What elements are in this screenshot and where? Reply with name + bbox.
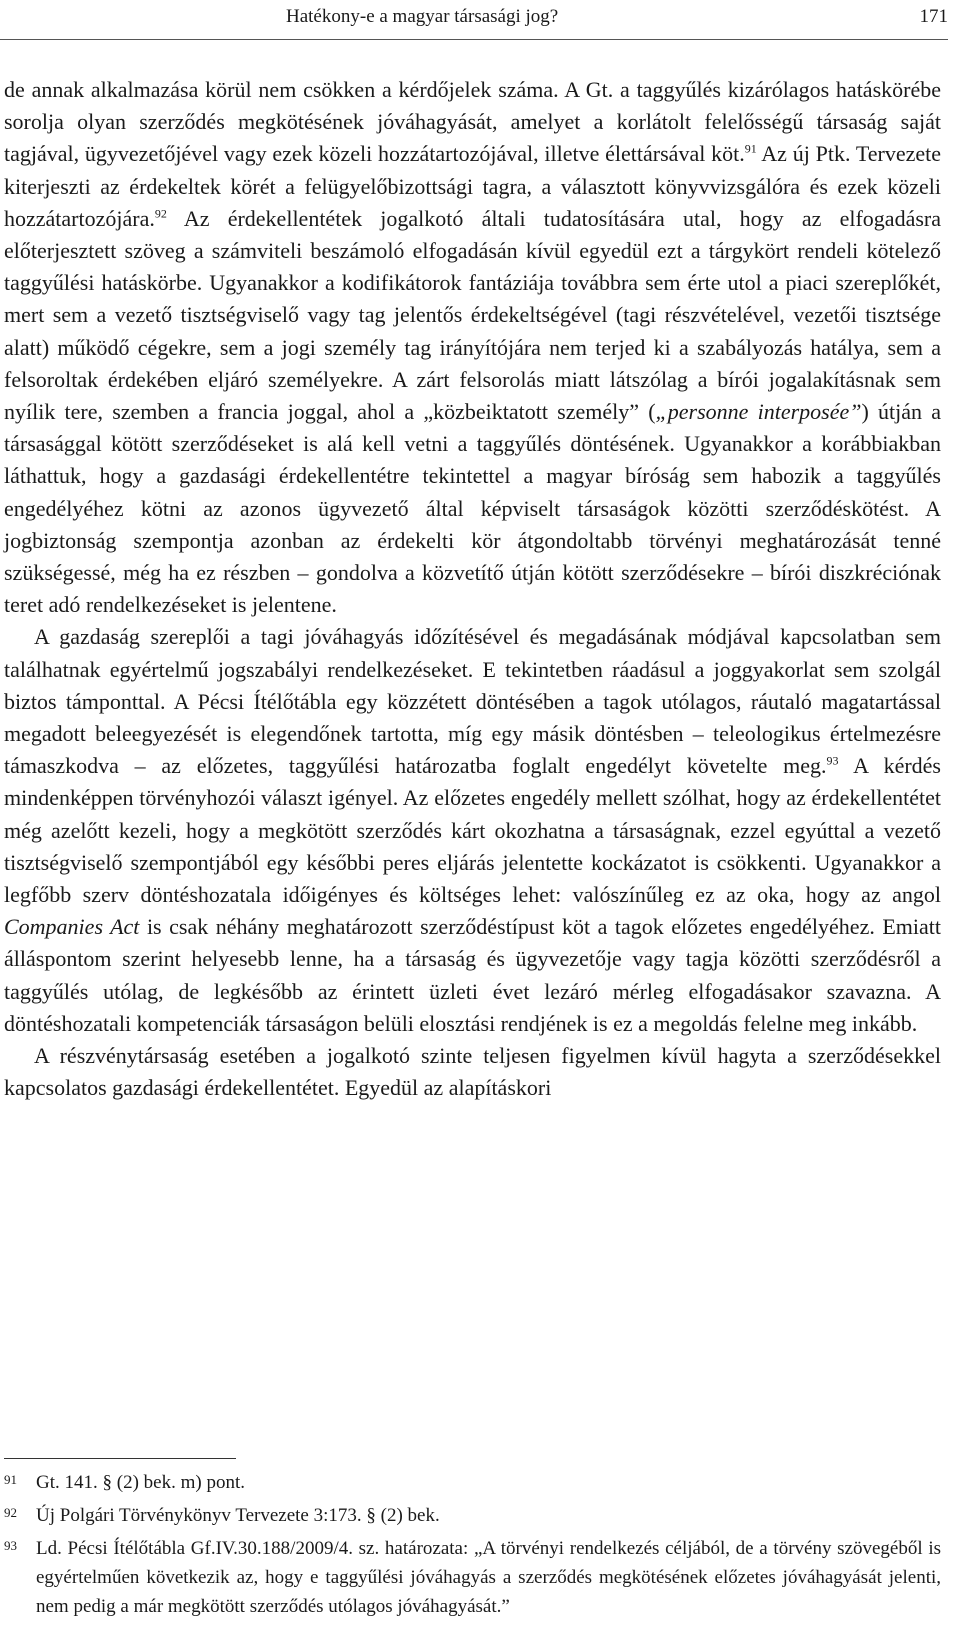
footnote-divider — [4, 1458, 236, 1459]
footnote-number: 93 — [4, 1538, 17, 1553]
text-span: Az érdekellentétek jogalkotó általi tudatosítására utal, hogy az elfogadásra előterjesztett szöveg a számviteli beszámoló elfogadásán kívül egyedül ezt a tárgykört rendeli kötelező taggyűlési hatáskörbe. Ugyanakkor a kodifikátorok fantáziája továbbra sem érte utol a piaci szereplőkét, mert sem a vezető tisztségviselő vagy tag jelentős érdekeltségével (tagi részvételével, vezetői tisztsége alatt) működő cégekre, sem a jogi személy tag irányítójára nem terjed ki a szabályozás hatálya, sem a felsoroltak érdekében eljáró személyekre. A zárt felsorolás miatt látszólag a bírói jogalakításnak sem nyílik tere, szemben a francia joggal, ahol a „közbeiktatott személy” ( — [4, 205, 941, 425]
running-title: Hatékony-e a magyar társasági jog? — [286, 6, 559, 27]
text-span: A kérdés mindenképpen törvényhozói választ igényel. Az előzetes engedély mellett szólhat, hogy az érdekellentétet még azelőtt kezeli, hogy a megkötött szerződés kárt okozhatna a társaságnak, ezzel egyúttal a vezető tisztségviselő szempontjából egy későbbi peres eljárás jelentette kockázatot is csökkenti. Ugyanakkor a legfőbb szerv döntéshozatala időigényes és költséges lehet: valószínűleg ez az oka, hogy az angol — [4, 753, 941, 908]
paragraph-1 — [4, 74, 941, 621]
italic-term: „personne interposée” — [655, 399, 862, 425]
header-divider — [0, 39, 948, 40]
text-span: de annak alkalmazása körül nem csökken a kérdőjelek száma. A Gt. a taggyűlés kizárólagos hatáskörébe sorolja olyan szerződés megkötésének jóváhagyását, amelyet a korlátolt felelősségű társaság saját tagjával, ügyvezetőjével vagy ezek közeli hozzátartozójával, illetve élettársával köt. — [4, 77, 941, 167]
text-span: ) útján a társasággal kötött szerződéseket is alá kell vetni a taggyűlés döntésének. Ugyanakkor a korábbiakban láthattuk, hogy a gazdasági érdekellentétre tekintettel a magyar bíróság sem habozik a taggyűlés engedélyéhez kötni az azonos ügyvezető által képviselt társaságok közötti szerződéskötést. A jogbiztonság szempontja azonban az érdekelti kör átgondoltabb törvényi meghatározását tenné szükségessé, még ha ez részben – gondolva a közvetítő útján kötött szerződésekre – bírói diszkréciónak teret adó rendelkezéseket is jelentene. — [4, 399, 941, 618]
footnote-ref-92[interactable]: 92 — [154, 206, 167, 221]
footnote-text: Gt. 141. § (2) bek. m) pont. — [36, 1472, 245, 1493]
footnote-93 — [4, 1534, 941, 1621]
text-span: is csak néhány meghatározott szerződéstípust köt a tagok előzetes engedélyéhez. Emiatt álláspontom szerint helyesebb lenne, ha a társaság és ügyvezetője vagy tagja közötti szerződésről a taggyűlés utólag, de legkésőbb az érintett üzleti évet lezáró mérleg elfogadásakor szavazna. A döntéshozatali kompetenciák társaságon belüli elosztási rendjének is ez a megoldás felelne meg inkább. — [4, 914, 941, 1036]
footnote-number: 92 — [4, 1505, 17, 1520]
footnote-text: Új Polgári Törvénykönyv Tervezete 3:173. § (2) bek. — [36, 1505, 440, 1526]
page-number: 171 — [919, 6, 948, 27]
footnote-91 — [4, 1468, 941, 1497]
text-span: A gazdaság szereplői a tagi jóváhagyás időzítésével és megadásának módjával kapcsolatban sem találhatnak egyértelmű jogszabályi rendelkezéseket. E tekintetben ráadásul a joggyakorlat sem szolgál biztos támponttal. A Pécsi Ítélőtábla egy közzétett döntésében a tagok utólagos, ráutaló magatartással megadott beleegyezését is elegendőnek tartotta, míg egy másik döntésben – teleologikus értelmezésre támaszkodva – az előzetes, taggyűlési határozatba foglalt engedélyt követelte meg. — [4, 624, 941, 779]
footnote-ref-91[interactable]: 91 — [744, 142, 757, 157]
footnotes — [4, 1468, 941, 1625]
text-span: Az új Ptk. Tervezete kiterjeszti az érdekeltek körét a felügyelőbizottsági tagra, a választott könyvvizsgálóra és ezek közeli hozzátartozójára. — [4, 141, 941, 231]
body-text — [4, 74, 941, 1105]
paragraph-3 — [4, 1040, 941, 1104]
footnote-number: 91 — [4, 1472, 17, 1487]
footnote-92 — [4, 1501, 941, 1530]
footnote-text: Ld. Pécsi Ítélőtábla Gf.IV.30.188/2009/4. sz. határozata: „A törvényi rendelkezés céljából, de a törvény szövegéből is egyértelműen következik az, hogy e taggyűlési jóváhagyás a szerződés megkötésének előzetes jóváhagyását jelenti, nem pedig a már megkötött szerződés utólagos jóváhagyását.” — [36, 1538, 941, 1617]
italic-term: Companies Act — [4, 914, 140, 940]
text-span: A részvénytársaság esetében a jogalkotó szinte teljesen figyelmen kívül hagyta a szerződésekkel kapcsolatos gazdasági érdekellentétet. Egyedül az alapításkori — [4, 1043, 941, 1101]
paragraph-2 — [4, 621, 941, 1040]
footnote-ref-93[interactable]: 93 — [826, 753, 839, 768]
